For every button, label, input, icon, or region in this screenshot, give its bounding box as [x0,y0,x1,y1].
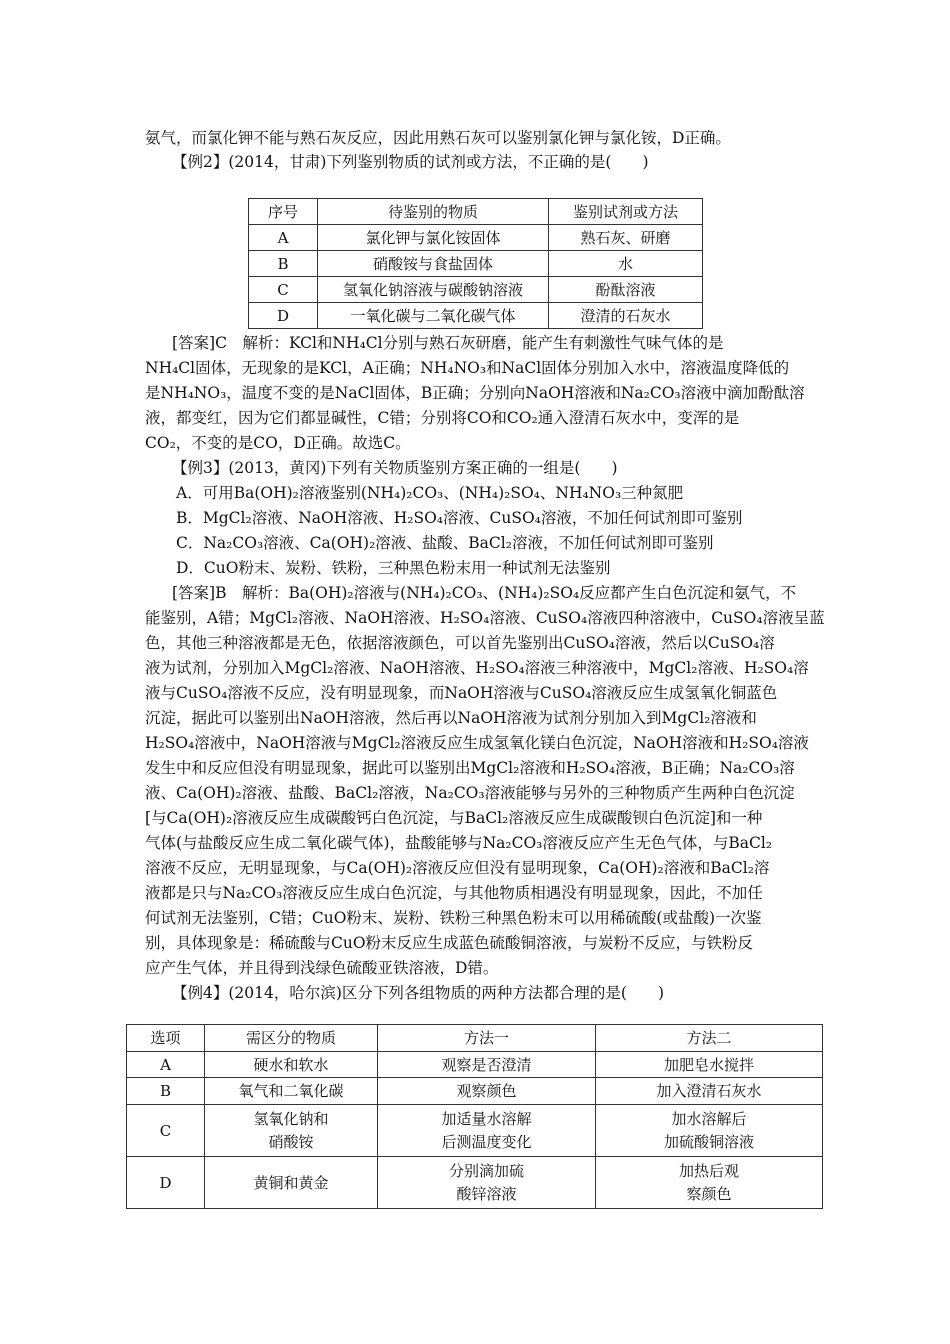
table-header-row [127,1025,823,1052]
example-3-answer-line: [答案]B 解析：Ba(OH)₂溶液与(NH₄)₂CO₃、(NH₄)₂SO₄反应都产生白色沉淀和氨气，不 [172,584,797,602]
example-2-answer-line: [答案]C 解析：KCl和NH₄Cl分别与熟石灰研磨，能产生有刺激性气味气体的是 [172,334,724,352]
table-row [127,1157,823,1209]
example-3-answer-line: 溶液不反应，无明显现象，与Ca(OH)₂溶液反应但没有显明现象，Ca(OH)₂溶液和BaCl₂溶 [145,859,770,877]
cell-line: 加水溶解后 [671,1109,747,1128]
cell-line: 酸锌溶液 [456,1184,517,1203]
table-cell: D [127,1157,205,1209]
table-header-row [249,199,703,225]
example-3-answer-line: 能鉴别，A错；MgCl₂溶液、NaOH溶液、H₂SO₄溶液、CuSO₄溶液四种溶液中，CuSO₄溶液呈蓝 [145,609,825,627]
table-cell: C [127,1105,205,1157]
header-cell: 方法一 [378,1025,596,1052]
table-cell: 澄清的石灰水 [549,303,703,329]
example-3-option-d: D．CuO粉末、炭粉、铁粉，三种黑色粉末用一种试剂无法鉴别 [176,559,611,577]
example-3-answer-line: [与Ca(OH)₂溶液反应生成碳酸钙白色沉淀，与BaCl₂溶液反应生成碳酸钡白色沉淀]和一种 [145,809,763,827]
example-4-table [126,1024,823,1209]
table-cell: 氯化钾与氯化铵固体 [318,225,549,251]
table-row [127,1052,823,1078]
table-cell: 黄铜和黄金 [205,1157,378,1209]
example-3-answer-line: 别，具体现象是：稀硫酸与CuO粉末反应生成蓝色硫酸铜溶液，与炭粉不反应，与铁粉反 [145,934,754,952]
table-cell: 水 [549,251,703,277]
header-cell: 待鉴别的物质 [318,199,549,225]
example-2-question: 【例2】(2014，甘肃)下列鉴别物质的试剂或方法，不正确的是( ) [172,153,649,171]
example-3-option-c: C．Na₂CO₃溶液、Ca(OH)₂溶液、盐酸、BaCl₂溶液，不加任何试剂即可鉴别 [176,534,714,552]
table-cell: 氧气和二氧化碳 [205,1078,378,1105]
table-cell: D [249,303,318,329]
header-cell: 鉴别试剂或方法 [549,199,703,225]
example-3-answer-line: 沉淀，据此可以鉴别出NaOH溶液，然后再以NaOH溶液为试剂分别加入到MgCl₂溶液和 [145,709,757,727]
example-3-option-b: B．MgCl₂溶液、NaOH溶液、H₂SO₄溶液、CuSO₄溶液，不加任何试剂即可鉴别 [176,509,743,527]
table-row [249,303,703,329]
example-4-question: 【例4】(2014，哈尔滨)区分下列各组物质的两种方法都合理的是( ) [172,984,664,1002]
cell-line: 加热后观 [678,1161,739,1180]
example-3-answer-line: 液、Ca(OH)₂溶液、盐酸、BaCl₂溶液，Na₂CO₃溶液能够与另外的三种物质产生两种白色沉淀 [145,784,795,802]
cell-line: 分别滴加硫 [448,1161,524,1180]
table-cell: 加入澄清石灰水 [596,1078,823,1105]
header-cell: 序号 [249,199,318,225]
table-cell: A [127,1052,205,1078]
example-3-answer-line: 发生中和反应但没有明显现象，据此可以鉴别出MgCl₂溶液和H₂SO₄溶液，B正确；Na₂CO₃溶 [145,759,795,777]
table-cell: 熟石灰、研磨 [549,225,703,251]
table-cell: B [127,1078,205,1105]
example-2-table [248,198,703,329]
table-cell: 酚酞溶液 [549,277,703,303]
header-cell: 选项 [127,1025,205,1052]
example-3-answer-line: 何试剂无法鉴别，C错；CuO粉末、炭粉、铁粉三种黑色粉末可以用稀硫酸(或盐酸)一次鉴 [145,909,762,927]
example-3-answer-line: H₂SO₄溶液中，NaOH溶液与MgCl₂溶液反应生成氢氧化镁白色沉淀，NaOH溶液和H₂SO₄溶液 [145,734,809,752]
intro-line: 氨气，而氯化钾不能与熟石灰反应，因此用熟石灰可以鉴别氯化钾与氯化铵，D正确。 [145,129,731,147]
cell-line: 加适量水溶解 [441,1109,532,1128]
table-cell: B [249,251,318,277]
example-3-answer-line: 气体(与盐酸反应生成二氧化碳气体)，盐酸能够与Na₂CO₃溶液反应产生无色气体，与BaCl₂ [145,834,773,852]
header-cell: 需区分的物质 [205,1025,378,1052]
table-row [249,251,703,277]
table-cell: 一氧化碳与二氧化碳气体 [318,303,549,329]
example-3-answer-line: 液为试剂，分别加入MgCl₂溶液、NaOH溶液、H₂SO₄溶液三种溶液中，MgCl₂溶液、H₂SO₄溶 [145,659,809,677]
cell-line: 氢氧化钠和 [253,1109,329,1128]
table-cell [378,1157,596,1209]
table-cell: 观察颜色 [378,1078,596,1105]
cell-line: 硝酸铵 [268,1132,314,1151]
table-cell [378,1105,596,1157]
example-2-answer-line: CO₂，不变的是CO，D正确。故选C。 [145,434,411,452]
example-3-answer-line: 应产生气体，并且得到浅绿色硫酸亚铁溶液，D错。 [145,959,499,977]
example-3-question: 【例3】(2013，黄冈)下列有关物质鉴别方案正确的一组是( ) [172,459,618,477]
table-cell [205,1105,378,1157]
table-cell: A [249,225,318,251]
table-cell: 加肥皂水搅拌 [596,1052,823,1078]
table-cell: 氢氧化钠溶液与碳酸钠溶液 [318,277,549,303]
example-3-answer-line: 液都是只与Na₂CO₃溶液反应生成白色沉淀，与其他物质相遇没有明显现象，因此，不加任 [145,884,763,902]
table-cell [596,1105,823,1157]
example-2-answer-line: 液，都变红，因为它们都显碱性，C错；分别将CO和CO₂通入澄清石灰水中，变浑的是 [145,409,740,427]
table-cell: C [249,277,318,303]
example-2-answer-line: NH₄Cl固体，无现象的是KCl，A正确；NH₄NO₃和NaCl固体分别加入水中，溶液温度降低的 [145,359,790,377]
table-cell: 观察是否澄清 [378,1052,596,1078]
cell-line: 加硫酸铜溶液 [663,1132,754,1151]
header-cell: 方法二 [596,1025,823,1052]
example-3-answer-line: 液与CuSO₄溶液不反应，没有明显现象，而NaOH溶液与CuSO₄溶液反应生成氢氧化铜蓝色 [145,684,778,702]
table-cell [596,1157,823,1209]
example-3-answer-line: 色，其他三种溶液都是无色，依据溶液颜色，可以首先鉴别出CuSO₄溶液，然后以CuSO₄溶 [145,634,775,652]
cell-line: 察颜色 [686,1184,732,1203]
example-2-answer-line: 是NH₄NO₃，温度不变的是NaCl固体，B正确；分别向NaOH溶液和Na₂CO₃溶液中滴加酚酞溶 [145,384,805,402]
table-row [249,277,703,303]
table-row [249,225,703,251]
table-cell: 硬水和软水 [205,1052,378,1078]
example-3-option-a: A．可用Ba(OH)₂溶液鉴别(NH₄)₂CO₃、(NH₄)₂SO₄、NH₄NO₃三种氮肥 [176,484,684,502]
cell-line: 后测温度变化 [441,1132,532,1151]
table-row [127,1105,823,1157]
table-row [127,1078,823,1105]
table-cell: 硝酸铵与食盐固体 [318,251,549,277]
